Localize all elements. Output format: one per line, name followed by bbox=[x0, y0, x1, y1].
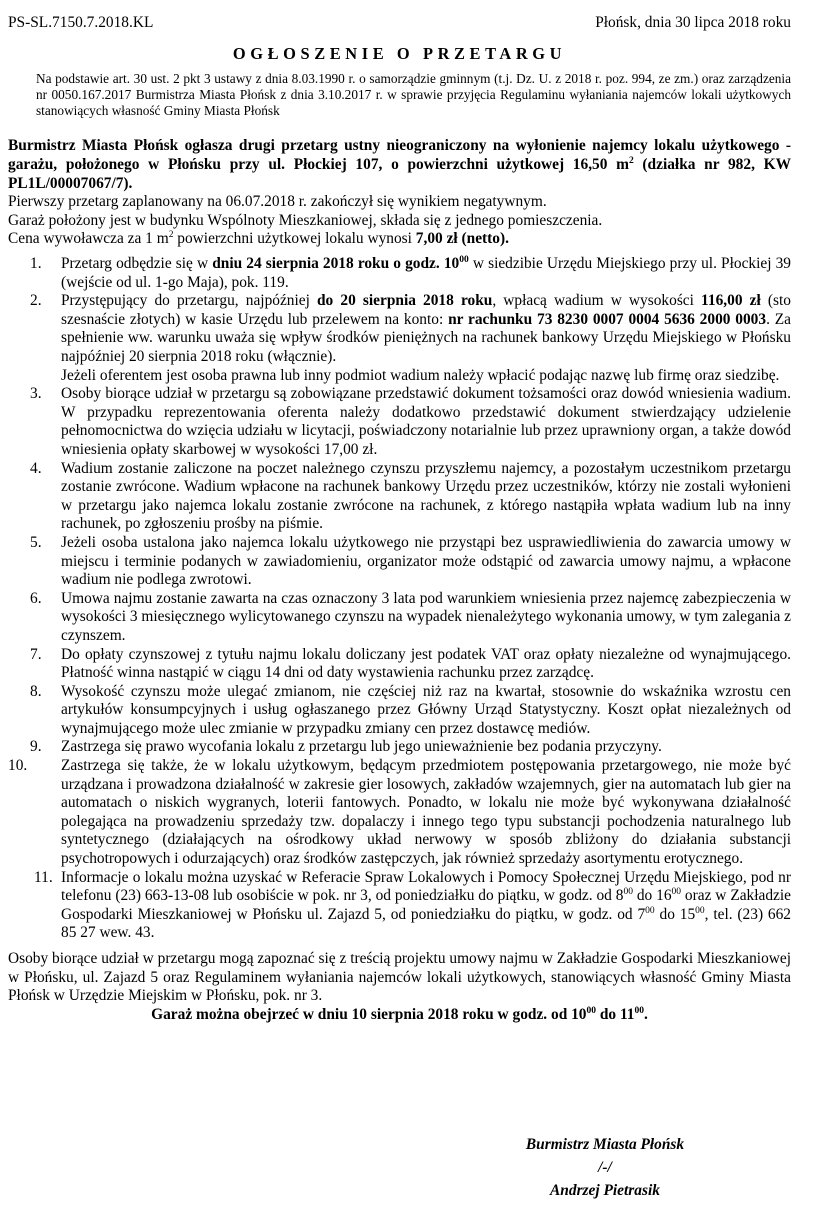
item-text: oraz w Zakładzie Gospodarki Mieszkaniowej w Płońsku ul. Zajazd 5, od poniedziałku do piątku, w godz. od 7 bbox=[61, 887, 791, 923]
item-sup: 00 bbox=[623, 887, 633, 898]
item-text: Jeżeli osoba ustalona jako najemca lokalu użytkowego nie przystąpi bez usprawiedliwienia do zawarcia umowy w miejscu i terminie podanych w zawiadomieniu, organizator może odstąpić od zawarcia umowy najmu, a wpłacone wadium nie podlega zwrotowi. bbox=[61, 533, 791, 589]
item-number: 1. bbox=[30, 255, 42, 273]
price-value: 7,00 zł (netto). bbox=[415, 230, 509, 248]
item-sup: 00 bbox=[671, 887, 682, 898]
item-number: 7. bbox=[30, 645, 42, 663]
item-text: Informacje o lokalu można uzyskać w Referacie Spraw Lokalowych i Pomocy Społecznej Urzędu Miejskiego, pod nr telefonu (23) 663-13-08 lub osobiście w pok. nr 3, od poniedziałku do piątku, w godz. od 8 bbox=[61, 868, 791, 905]
item-bold: 116,00 zł bbox=[701, 292, 761, 310]
signature-role: Burmistrz Miasta Płońsk bbox=[525, 1136, 685, 1153]
item-text: do 15 bbox=[654, 905, 696, 923]
item-text: Wysokość czynszu może ulegać zmianom, nie częściej niż raz na kwartał, stosownie do wskaźnika wzrostu cen artykułów konsumpcyjnych i usług ogłaszanego przez Główny Urząd Statystyczny. Koszt opłat niezależnych od wynajmującego może ulec zmianie w przypadku zmiany cen przez dostawcę mediów. bbox=[61, 682, 791, 737]
intro-line-3 bbox=[8, 230, 791, 249]
garage-text: . bbox=[644, 1005, 648, 1023]
list-item bbox=[8, 255, 791, 292]
price-text-b: powierzchni użytkowej lokalu wynosi bbox=[173, 230, 416, 248]
list-item bbox=[8, 590, 791, 646]
garage-viewing-note bbox=[8, 1006, 791, 1025]
signature-name: Andrzej Pietrasik bbox=[550, 1182, 660, 1199]
item-text: Wadium zostanie zaliczone na poczet należnego czynszu przyszłemu najemcy, a pozostałym uczestnikom przetargu zostanie zwrócone. Wadium wpłacone na rachunek bankowy Urzędu przez uczestników, którzy nie zostali wyłonieni w przetargu jako najemca lokalu zostanie zwrócone na rachunek, z którego nastąpiła wpłata wadium lub na inny rachunek, po zgłoszeniu prośby na piśmie. bbox=[61, 459, 791, 533]
item-text: , tel. (23) 662 85 27 wew. 43. bbox=[61, 905, 791, 942]
item-number: 8. bbox=[30, 682, 42, 700]
price-sup: 2 bbox=[168, 230, 174, 241]
lead-tail: (działka nr 982, KW PL1L/00007067/7). bbox=[8, 156, 791, 192]
garage-sup: 00 bbox=[634, 1005, 644, 1016]
lead-sup: 2 bbox=[628, 156, 634, 167]
item-number: 6. bbox=[30, 589, 42, 607]
item-sup: 00 bbox=[645, 905, 655, 916]
signature-mark: /-/ bbox=[598, 1159, 612, 1176]
item-text: . Za spełnienie ww. warunku uważa się wpływ środków pieniężnych na rachunek bankowy Urzędu Miejskiego w Płońsku najpóźniej 20 sierpnia 2018 roku (włącznie). bbox=[61, 310, 791, 366]
garage-text: Garaż można obejrzeć w dniu 10 sierpnia 2018 roku w godz. od 10 bbox=[151, 1005, 587, 1023]
bank-account: nr rachunku 73 8230 0007 0004 5636 2000 0003 bbox=[448, 310, 767, 328]
terms-list bbox=[8, 255, 791, 943]
item-text: do 16 bbox=[632, 887, 672, 905]
item-text: (sto szesnaście złotych) w kasie Urzędu lub przelewem na konto: bbox=[61, 292, 791, 328]
item-text: w siedzibie Urzędu Miejskiego przy ul. Płockiej 39 (wejście od ul. 1-go Maja), pok. 119. bbox=[61, 255, 791, 291]
item-number: 11. bbox=[34, 868, 53, 886]
page-title: OGŁOSZENIE O PRZETARGU bbox=[232, 44, 567, 63]
item-text: Zastrzega się prawo wycofania lokalu z przetargu lub jego unieważnienie bez podania przyczyny. bbox=[61, 738, 662, 756]
item-sup: 00 bbox=[459, 255, 469, 266]
item-number: 5. bbox=[30, 533, 42, 551]
item-number: 10. bbox=[8, 757, 28, 775]
item-text: Zastrzega się także, że w lokalu użytkowym, będącym przedmiotem postępowania przetargowego, nie może być urządzana i prowadzona działalność w zakresie gier losowych, zakładów wzajemnych, gier na automatach lub gier na automatach o niskich wygranych, loterii fantowych. Ponadto, w lokalu nie może być wykonywana działalność polegająca na prowadzeniu sprzedaży tzw. dopalaczy i innego tego typu substancji pochodzenia naturalnego lub syntetycznego (działających na ośrodkowy układ nerwowy w sposób zbliżony do działania substancji psychotropowych i odurzających) oraz środków zastępczych, jak również sprzedaży asortymentu erotycznego. bbox=[61, 757, 791, 868]
item-number: 4. bbox=[30, 459, 42, 477]
closing-paragraph: Osoby biorące udział w przetargu mogą zapoznać się z treścią projektu umowy najmu w Zakładzie Gospodarki Mieszkaniowej w Płońsku, ul. Zajazd 5 oraz Regulaminem wyłaniania najemców lokali użytkowych, stanowiących własność Gminy Miasta Płońsk w Urzędzie Miejskim w Płońsku, pok. nr 3. bbox=[8, 950, 791, 1005]
list-item bbox=[8, 738, 791, 757]
item-bold: do 20 sierpnia 2018 roku bbox=[317, 292, 493, 310]
item-number: 3. bbox=[30, 385, 42, 403]
item-bold: dniu 24 sierpnia 2018 roku o godz. 10 bbox=[212, 255, 460, 273]
list-item bbox=[8, 534, 791, 590]
item-text: Do opłaty czynszowej z tytułu najmu lokalu doliczany jest podatek VAT oraz opłaty niezależne od wynajmującego. Płatność winna nastąpić w ciągu 14 dni od daty wystawienia rachunku przez zarządcę. bbox=[61, 645, 791, 682]
price-text-a: Cena wywoławcza za 1 m bbox=[8, 230, 169, 248]
place-date: Płońsk, dnia 30 lipca 2018 roku bbox=[595, 14, 791, 31]
item-text: Jeżeli oferentem jest osoba prawna lub inny podmiot wadium należy wpłacić podając nazwę lub firmę oraz siedzibę. bbox=[61, 366, 780, 384]
legal-basis: Na podstawie art. 30 ust. 2 pkt 3 ustawy z dnia 8.03.1990 r. o samorządzie gminnym (t.j. Dz. U. z 2018 r. poz. 994, ze zm.) oraz zarządzenia nr 0050.167.2017 Burmistrza Miasta Płońsk z dnia 3.10.2017 r. w sprawie przyjęcia Regulaminu wyłaniania najemców lokali użytkowych stanowiących własność Gminy Miasta Płońsk bbox=[36, 70, 791, 119]
list-item bbox=[8, 646, 791, 683]
garage-sup: 00 bbox=[586, 1005, 596, 1016]
item-text: , wpłacą wadium w wysokości bbox=[492, 292, 702, 310]
header-line bbox=[8, 14, 791, 32]
item-number: 9. bbox=[30, 738, 42, 756]
item-text: Przystępujący do przetargu, najpóźniej bbox=[61, 292, 317, 310]
list-item bbox=[8, 683, 791, 739]
list-item bbox=[8, 869, 791, 943]
list-item bbox=[8, 385, 791, 459]
signature-block bbox=[480, 1133, 730, 1202]
intro-line-1: Pierwszy przetarg zaplanowany na 06.07.2018 r. zakończył się wynikiem negatywnym. bbox=[8, 193, 547, 211]
item-number: 2. bbox=[30, 292, 42, 310]
lead-paragraph bbox=[8, 137, 791, 193]
garage-text: do 11 bbox=[596, 1005, 635, 1023]
item-text: Osoby biorące udział w przetargu są zobowiązane przedstawić dokument tożsamości oraz dowód wniesienia wadium. W przypadku reprezentowania oferenta należy dodatkowo przedstawić dokument stwierdzający udzielenie pełnomocnictwa do wzięcia udziału w licytacji, poświadczony notarialnie lub przez uprawniony organ, a także dowód wniesienia opłaty skarbowej w wysokości 17,00 zł. bbox=[61, 385, 791, 458]
intro-line-2: Garaż położony jest w budynku Wspólnoty Mieszkaniowej, składa się z jednego pomieszczenia. bbox=[8, 211, 603, 229]
list-item bbox=[8, 292, 791, 385]
lead-text: Burmistrz Miasta Płońsk ogłasza drugi przetarg ustny nieograniczony na wyłonienie najemcy lokalu użytkowego - garażu, położonego w Płońsku przy ul. Płockiej 107, o powierzchni użytkowej 16,50 m bbox=[8, 137, 791, 174]
reference-number: PS-SL.7150.7.2018.KL bbox=[8, 14, 154, 31]
list-item bbox=[8, 460, 791, 534]
list-item bbox=[8, 757, 791, 869]
item-text: Przetarg odbędzie się w bbox=[61, 255, 213, 273]
item-sup: 00 bbox=[695, 905, 705, 916]
item-text: Umowa najmu zostanie zawarta na czas oznaczony 3 lata pod warunkiem wniesienia przez najemcę zabezpieczenia w wysokości 3 miesięcznego wylicytowanego czynszu na wypadek nienależytego wykonania umowy, w tym zalegania z czynszem. bbox=[61, 589, 791, 644]
